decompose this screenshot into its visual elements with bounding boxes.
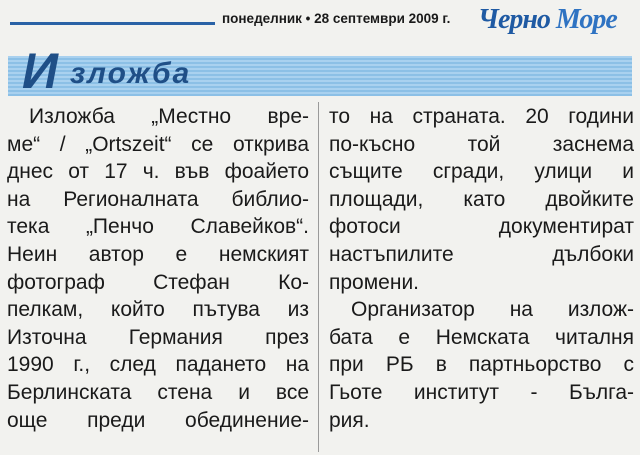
- newspaper-logo: [478, 4, 617, 36]
- article-line: тека „Пенчо Славейков“.: [7, 215, 309, 239]
- article-line: днес от 17 ч. във фоайето: [7, 160, 309, 184]
- article-column-right: [329, 103, 634, 434]
- section-title-initial: И: [22, 43, 58, 99]
- article-line: ме“ / „Ortszeit“ се открива: [7, 132, 309, 156]
- article-column-left: [7, 103, 309, 434]
- article-line: Източна Германия през: [7, 325, 309, 349]
- article-line: на Регионалната библио-: [7, 187, 309, 211]
- logo-word-1: Черно: [478, 4, 556, 35]
- article-line: рия.: [329, 408, 370, 432]
- article-line: то на страната. 20 години: [329, 105, 634, 128]
- article-line: бата е Немската читалня: [329, 325, 634, 349]
- header-rule: [10, 22, 215, 25]
- article-line: Берлинската стена и все: [7, 380, 309, 404]
- column-divider: [318, 102, 319, 452]
- article-line: Организатор на излож-: [351, 298, 634, 322]
- article-line: Изложба „Местно вре-: [29, 105, 309, 128]
- article-line: площади, като двойките: [329, 187, 634, 211]
- article-line: промени.: [329, 270, 420, 294]
- article-line: 1990 г., след падането на: [7, 353, 309, 377]
- article-line: още преди обединение-: [7, 408, 309, 432]
- section-title: зложба: [70, 57, 192, 90]
- issue-date: понеделник • 28 септември 2009 г.: [222, 11, 451, 26]
- logo-word-2: Море: [555, 4, 617, 35]
- article-line: при РБ в партньорство с: [329, 353, 634, 377]
- article-line: по-късно той заснема: [329, 132, 634, 156]
- article-line: фотоси документират: [329, 215, 634, 239]
- article-line: пелкам, който пътува из: [7, 298, 309, 322]
- article-line: Гьоте институт - Бълга-: [329, 380, 634, 404]
- article-line: Неин автор е немският: [7, 242, 309, 266]
- article-line: същите сгради, улици и: [329, 160, 634, 184]
- article-line: настъпилите дълбоки: [329, 242, 634, 266]
- article-line: фотограф Стефан Ко-: [7, 270, 309, 294]
